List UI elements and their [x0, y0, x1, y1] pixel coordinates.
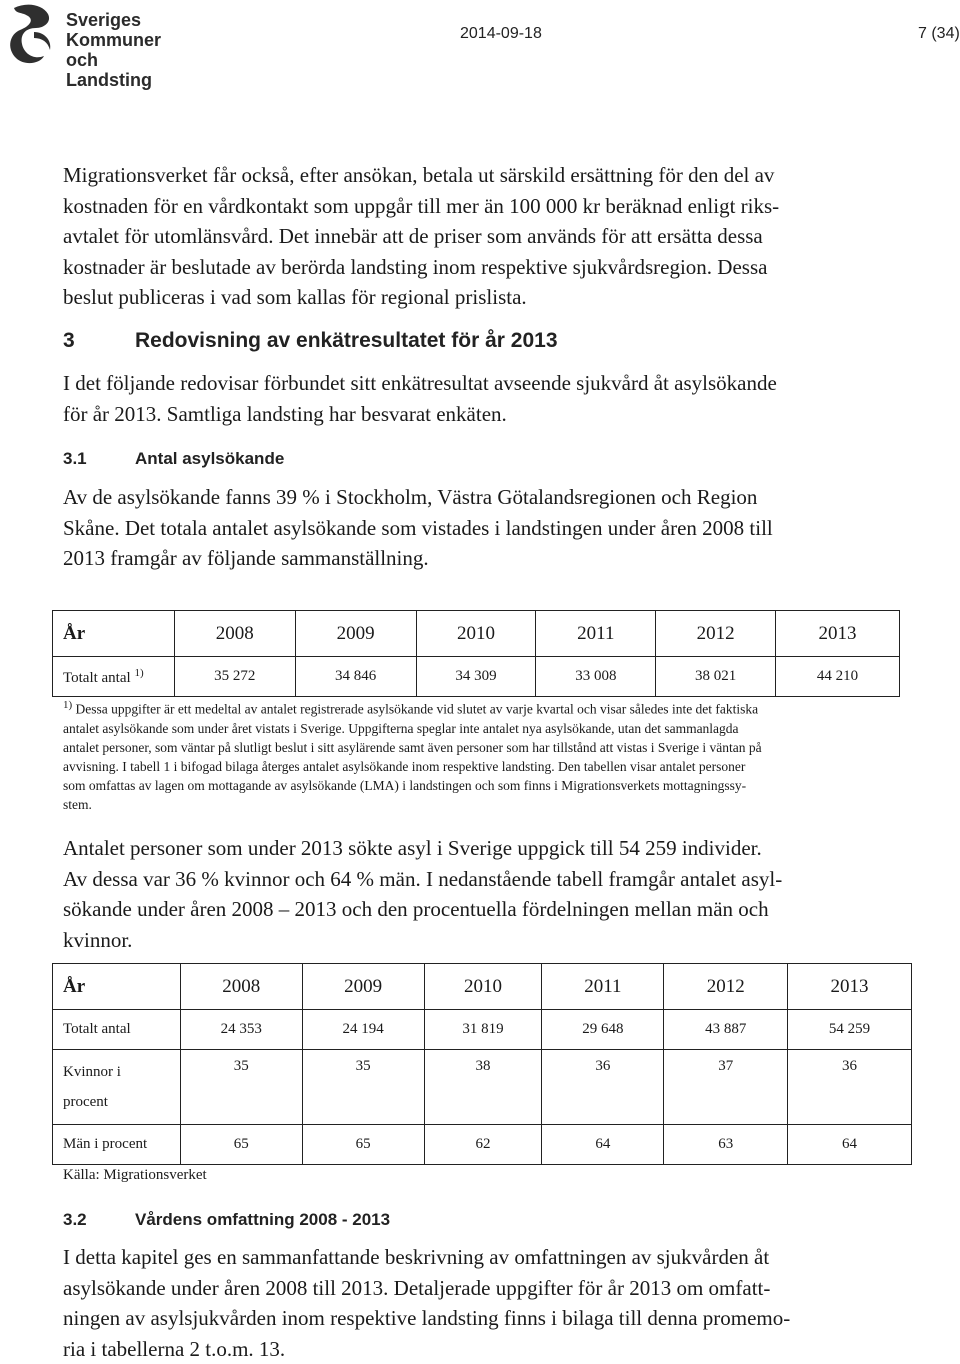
text-line: 2013 framgår av följande sammanställning.: [63, 543, 773, 574]
text-line: sökande under åren 2008 – 2013 och den procentuella fördelningen mellan män och: [63, 894, 782, 925]
text-line: antalet asylsökande som under året vistats i Sverige. Uppgifterna speglar inte antalet nya asylsökande, utan det sammanlagda: [63, 719, 899, 738]
text-line: ningen av asylsjukvården inom respektive landsting finns i bilaga till denna promemo-: [63, 1303, 790, 1334]
table-cell: 34 309: [416, 657, 536, 697]
section-heading-3-2: [63, 1210, 390, 1230]
section-heading-3: [63, 329, 558, 353]
table-cell: 35: [180, 1050, 302, 1125]
text-line: [63, 696, 899, 719]
table-cell: 65: [180, 1125, 302, 1165]
table-header-cell: 2010: [416, 611, 536, 657]
text-line: ria i tabellerna 2 t.o.m. 13.: [63, 1334, 790, 1364]
text-line: kvinnor.: [63, 925, 782, 956]
table-header-cell: År: [53, 964, 181, 1010]
table-header-cell: 2011: [536, 611, 656, 657]
text-line: kostnader är beslutade av berörda landsting inom respektive sjukvårdsregion. Dessa: [63, 252, 779, 283]
gender-distribution-table: [52, 963, 912, 1165]
table-header-row: [53, 964, 912, 1010]
row-label-line: procent: [63, 1094, 108, 1110]
table-cell: 64: [542, 1125, 664, 1165]
footnote-text: Dessa uppgifter är ett medeltal av antalet registrerade asylsökande vid slutet av varje kvartal och visar således inte det faktiska: [76, 702, 759, 717]
table-cell: 44 210: [776, 657, 900, 697]
paragraph-care-scope: [63, 1242, 790, 1364]
logo: [4, 2, 184, 70]
table-cell: 65: [302, 1125, 424, 1165]
text-line: Av dessa var 36 % kvinnor och 64 % män. I nedanstående tabell framgår antalet asyl-: [63, 864, 782, 895]
text-line: Migrationsverket får också, efter ansökan, betala ut särskild ersättning för den del av: [63, 160, 779, 191]
table-row-label: [53, 657, 175, 697]
table-header-cell: 2008: [180, 964, 302, 1010]
heading-number: 3.1: [63, 449, 135, 469]
logo-line-3: och Landsting: [66, 50, 184, 90]
row-label-text: Totalt antal: [63, 670, 131, 686]
table-cell: 29 648: [542, 1010, 664, 1050]
table-header-cell: 2011: [542, 964, 664, 1010]
table-header-cell: 2009: [295, 611, 416, 657]
table-header-row: [53, 611, 900, 657]
table-row: [53, 657, 900, 697]
table-cell: 62: [424, 1125, 542, 1165]
table-cell: 35 272: [174, 657, 295, 697]
table-cell: 38 021: [656, 657, 776, 697]
footnote-marker: 1): [134, 667, 143, 679]
table-cell: 36: [542, 1050, 664, 1125]
text-line: som omfattas av lagen om mottagande av asylsökande (LMA) i landstingen och som finns i Migrationsverkets mottagningssy-: [63, 776, 899, 795]
table-header-cell: År: [53, 611, 175, 657]
table-cell: 37: [664, 1050, 788, 1125]
paragraph-asylum-seekers: [63, 482, 773, 574]
header-page-number: 7 (34): [918, 25, 960, 43]
paragraph-survey: [63, 368, 777, 429]
table-footnote: [63, 696, 899, 814]
table-header-cell: 2009: [302, 964, 424, 1010]
text-line: Antalet personer som under 2013 sökte asyl i Sverige uppgick till 54 259 individer.: [63, 833, 782, 864]
text-line: avvisning. I tabell 1 i bifogad bilaga återges antalet asylsökande inom respektive landsting. Den tabellen visar antalet personer: [63, 757, 899, 776]
paragraph-intro: [63, 160, 779, 313]
row-label-line: Kvinnor i: [63, 1064, 121, 1080]
heading-text: Redovisning av enkätresultatet för år 2013: [135, 329, 558, 352]
text-line: för år 2013. Samtliga landsting har besvarat enkäten.: [63, 399, 777, 430]
footnote-marker: 1): [63, 699, 72, 711]
table-row: [53, 1125, 912, 1165]
text-line: I det följande redovisar förbundet sitt enkätresultat avseende sjukvård åt asylsökande: [63, 368, 777, 399]
table-header-cell: 2008: [174, 611, 295, 657]
table-cell: 36: [788, 1050, 912, 1125]
section-heading-3-1: [63, 449, 284, 469]
text-line: avtalet för utomlänsvård. Det innebär att de priser som används för att ersätta dessa: [63, 221, 779, 252]
table-cell: 33 008: [536, 657, 656, 697]
heading-number: 3.2: [63, 1210, 135, 1230]
table-row: [53, 1010, 912, 1050]
table-header-cell: 2013: [776, 611, 900, 657]
text-line: stem.: [63, 795, 899, 814]
logo-line-1: Sveriges: [66, 10, 184, 30]
header-date: 2014-09-18: [460, 25, 542, 43]
table-row-label: [53, 1050, 181, 1125]
logo-emblem-icon: [4, 2, 62, 68]
heading-text: Vårdens omfattning 2008 - 2013: [135, 1210, 390, 1229]
table-header-cell: 2010: [424, 964, 542, 1010]
text-line: Av de asylsökande fanns 39 % i Stockholm, Västra Götalandsregionen och Region: [63, 482, 773, 513]
table-row-label: Män i procent: [53, 1125, 181, 1165]
table-source: Källa: Migrationsverket: [63, 1167, 207, 1184]
table-cell: 31 819: [424, 1010, 542, 1050]
table-header-cell: 2012: [664, 964, 788, 1010]
table-row-label: Totalt antal: [53, 1010, 181, 1050]
table-cell: 64: [788, 1125, 912, 1165]
table-cell: 63: [664, 1125, 788, 1165]
text-line: I detta kapitel ges en sammanfattande beskrivning av omfattningen av sjukvården åt: [63, 1242, 790, 1273]
heading-text: Antal asylsökande: [135, 449, 284, 468]
table-header-cell: 2013: [788, 964, 912, 1010]
logo-line-2: Kommuner: [66, 30, 184, 50]
paragraph-2013-applications: [63, 833, 782, 955]
text-line: Skåne. Det totala antalet asylsökande som vistades i landstingen under åren 2008 till: [63, 513, 773, 544]
heading-number: 3: [63, 329, 135, 353]
table-header-cell: 2012: [656, 611, 776, 657]
text-line: kostnaden för en vårdkontakt som uppgår till mer än 100 000 kr beräknad enligt riks-: [63, 191, 779, 222]
asylum-seekers-table: [52, 610, 900, 697]
table-cell: 38: [424, 1050, 542, 1125]
table-cell: 34 846: [295, 657, 416, 697]
table-cell: 54 259: [788, 1010, 912, 1050]
table-cell: 35: [302, 1050, 424, 1125]
text-line: beslut publiceras i vad som kallas för regional prislista.: [63, 282, 779, 313]
text-line: antalet personer, som väntar på slutligt beslut i sitt asylärende samt även personer som har tillstånd att vistas i Sverige i väntan på: [63, 738, 899, 757]
table-cell: 43 887: [664, 1010, 788, 1050]
table-row: [53, 1050, 912, 1125]
table-cell: 24 353: [180, 1010, 302, 1050]
text-line: asylsökande under åren 2008 till 2013. Detaljerade uppgifter för år 2013 om omfatt-: [63, 1273, 790, 1304]
table-cell: 24 194: [302, 1010, 424, 1050]
